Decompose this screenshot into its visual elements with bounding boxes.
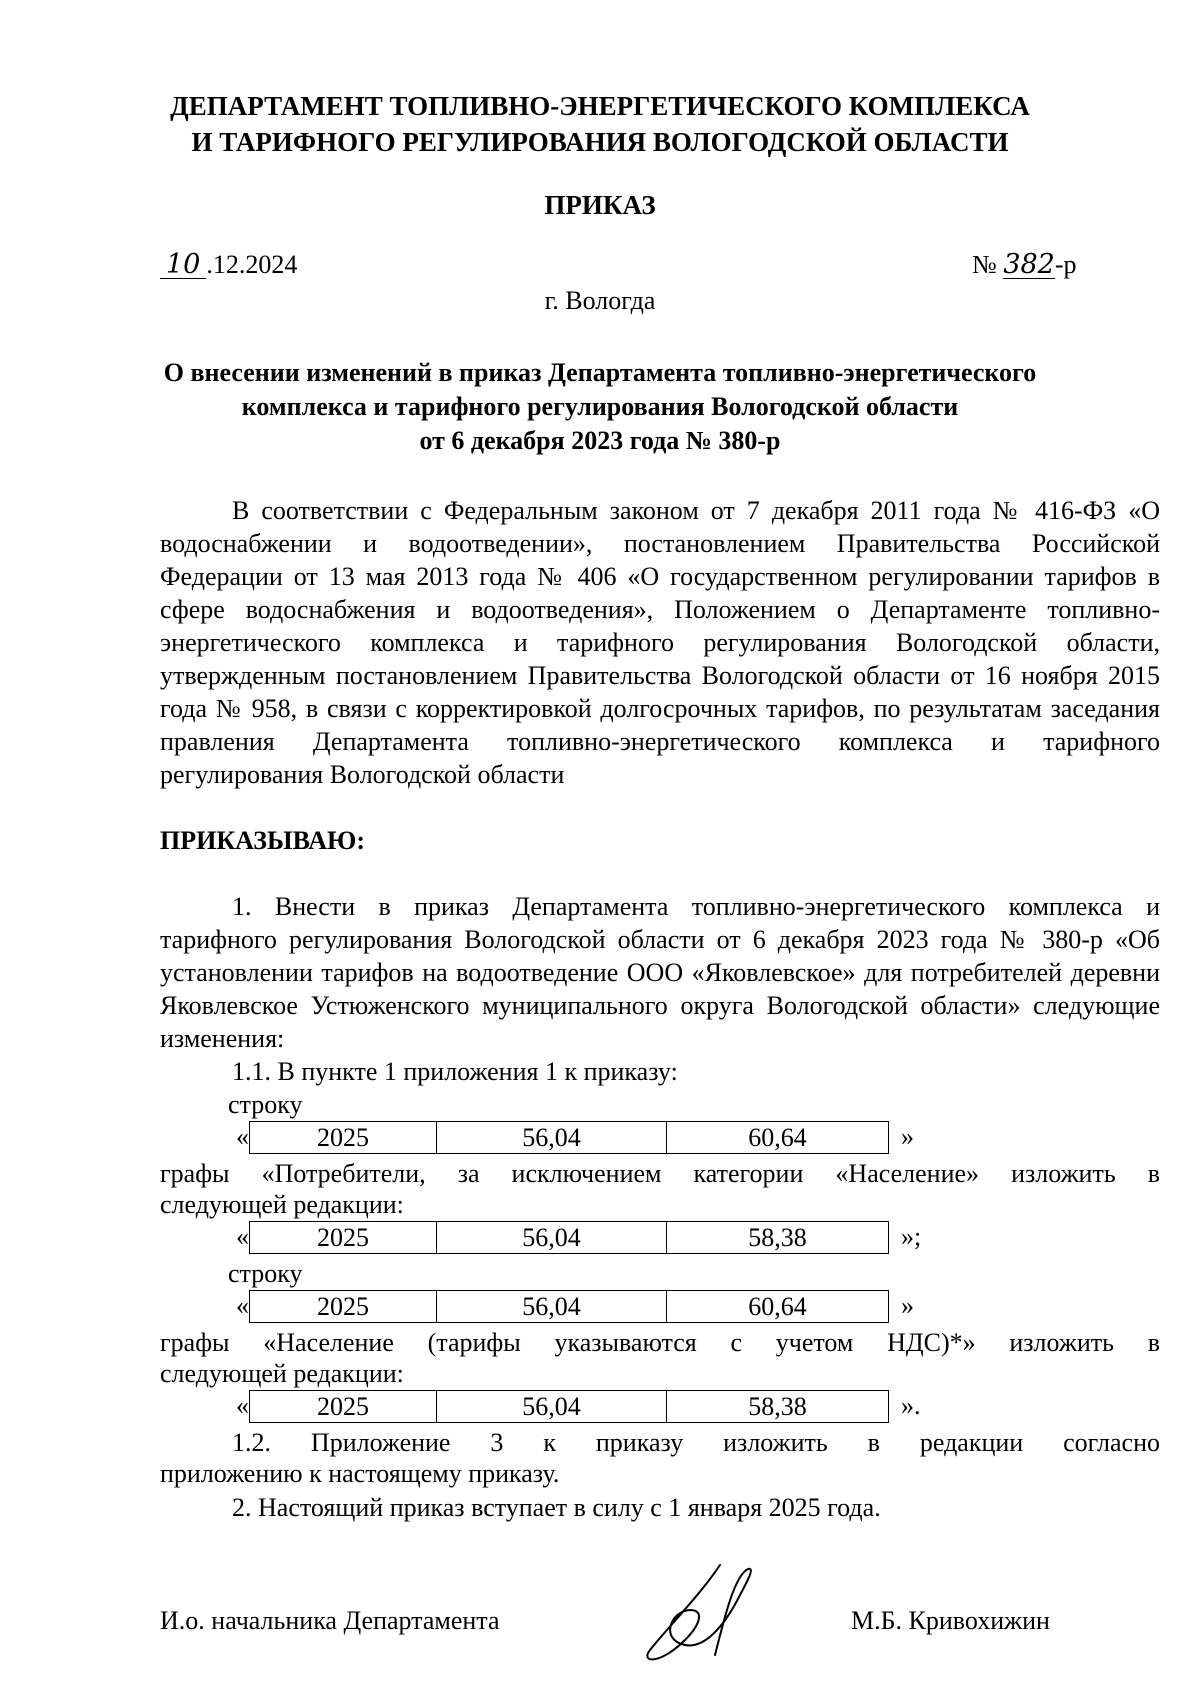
number-suffix: -р: [1054, 250, 1077, 279]
tariff-row-1: [236, 1120, 914, 1154]
item-1-2-line-2: приложению к настоящему приказу.: [160, 1459, 560, 1488]
order-number: [972, 250, 1077, 280]
quote-open: «: [236, 1291, 249, 1320]
number-handwritten: 382: [1003, 249, 1055, 280]
value-cell-1: 56,04: [437, 1121, 667, 1153]
value-cell-2: 58,38: [667, 1221, 889, 1253]
tariff-table-2: [249, 1221, 889, 1254]
tariff-table-3: [249, 1290, 889, 1323]
row-word-1: строку: [228, 1090, 303, 1119]
signatory-position: И.о. начальника Департамента: [160, 1606, 500, 1635]
signatory-name: М.Б. Кривохижин: [851, 1606, 1050, 1635]
number-prefix: №: [972, 250, 997, 279]
value-cell-1: 56,04: [437, 1290, 667, 1322]
quote-open: «: [236, 1122, 249, 1151]
date-month-year: .12.2024: [206, 250, 298, 279]
quote-open: «: [236, 1222, 249, 1251]
city: г. Вологда: [544, 286, 656, 315]
tariff-row-4: [236, 1389, 921, 1423]
quote-close: »: [901, 1291, 914, 1320]
row-word-2: строку: [228, 1259, 303, 1288]
value-cell-2: 58,38: [667, 1390, 889, 1422]
department-title-line1: ДЕПАРТАМЕНТ ТОПЛИВНО-ЭНЕРГЕТИЧЕСКОГО КОМПЛЕКСА: [170, 91, 1030, 121]
document-type: ПРИКАЗ: [544, 190, 656, 220]
quote-close: »;: [901, 1222, 922, 1251]
next-edition-2: следующей редакции:: [160, 1359, 404, 1388]
date-day: 10: [160, 252, 206, 279]
tariff-table-4: [249, 1390, 889, 1423]
order-word: ПРИКАЗЫВАЮ:: [160, 826, 365, 855]
year-cell: 2025: [250, 1390, 437, 1422]
department-title-line2: И ТАРИФНОГО РЕГУЛИРОВАНИЯ ВОЛОГОДСКОЙ ОБЛАСТИ: [191, 127, 1009, 157]
tariff-row-2: [236, 1220, 921, 1254]
subject-line-3: от 6 декабря 2023 года № 380-р: [419, 426, 781, 455]
subject-line-1: О внесении изменений в приказ Департамента топливно-энергетического: [163, 358, 1037, 387]
tariff-row-3: [236, 1289, 914, 1323]
year-cell: 2025: [250, 1221, 437, 1253]
item-1-2-line-1: 1.2. Приложение 3 к приказу изложить в редакции согласно: [232, 1428, 1160, 1457]
value-cell-2: 60,64: [667, 1121, 889, 1153]
handwritten-signature-icon: [630, 1555, 810, 1675]
item-1-1: 1.1. В пункте 1 приложения 1 к приказу:: [232, 1057, 678, 1086]
tariff-table-1: [249, 1121, 889, 1154]
graph-line-1: графы «Потребители, за исключением категории «Население» изложить в: [160, 1159, 1160, 1188]
value-cell-1: 56,04: [437, 1221, 667, 1253]
graph-line-2: графы «Население (тарифы указываются с учетом НДС)*» изложить в: [160, 1328, 1160, 1357]
quote-close: »: [901, 1122, 914, 1151]
item-2: 2. Настоящий приказ вступает в силу с 1 января 2025 года.: [232, 1493, 881, 1522]
order-date: [160, 250, 297, 280]
year-cell: 2025: [250, 1121, 437, 1153]
subject-line-2: комплекса и тарифного регулирования Вологодской области: [241, 392, 959, 421]
order-subject: [0, 356, 1200, 458]
next-edition-1: следующей редакции:: [160, 1190, 404, 1219]
quote-close: ».: [901, 1391, 921, 1420]
item-1-paragraph: 1. Внести в приказ Департамента топливно-энергетического комплекса и тарифного регулирования Вологодской области от 6 декабря 2023 года № 380-р «Об установлении тарифов на водоотведение ООО «Яковлевское» для потребителей деревни Яковлевское Устюженского муниципального округа Вологодской области» следующие изменения:: [160, 892, 1160, 1053]
year-cell: 2025: [250, 1290, 437, 1322]
quote-open: «: [236, 1391, 249, 1420]
value-cell-2: 60,64: [667, 1290, 889, 1322]
value-cell-1: 56,04: [437, 1390, 667, 1422]
preamble-paragraph: В соответствии с Федеральным законом от 7 декабря 2011 года № 416-ФЗ «О водоснабжении и водоотведении», постановлением Правительства Российской Федерации от 13 мая 2013 года № 406 «О государственном регулировании тарифов в сфере водоснабжения и водоотведения», Положением о Департаменте топливно-энергетического комплекса и тарифного регулирования Вологодской области, утвержденным постановлением Правительства Вологодской области от 16 ноября 2015 года № 958, в связи с корректировкой долгосрочных тарифов, по результатам заседания правления Департамента топливно-энергетического комплекса и тарифного регулирования Вологодской области: [160, 496, 1160, 789]
